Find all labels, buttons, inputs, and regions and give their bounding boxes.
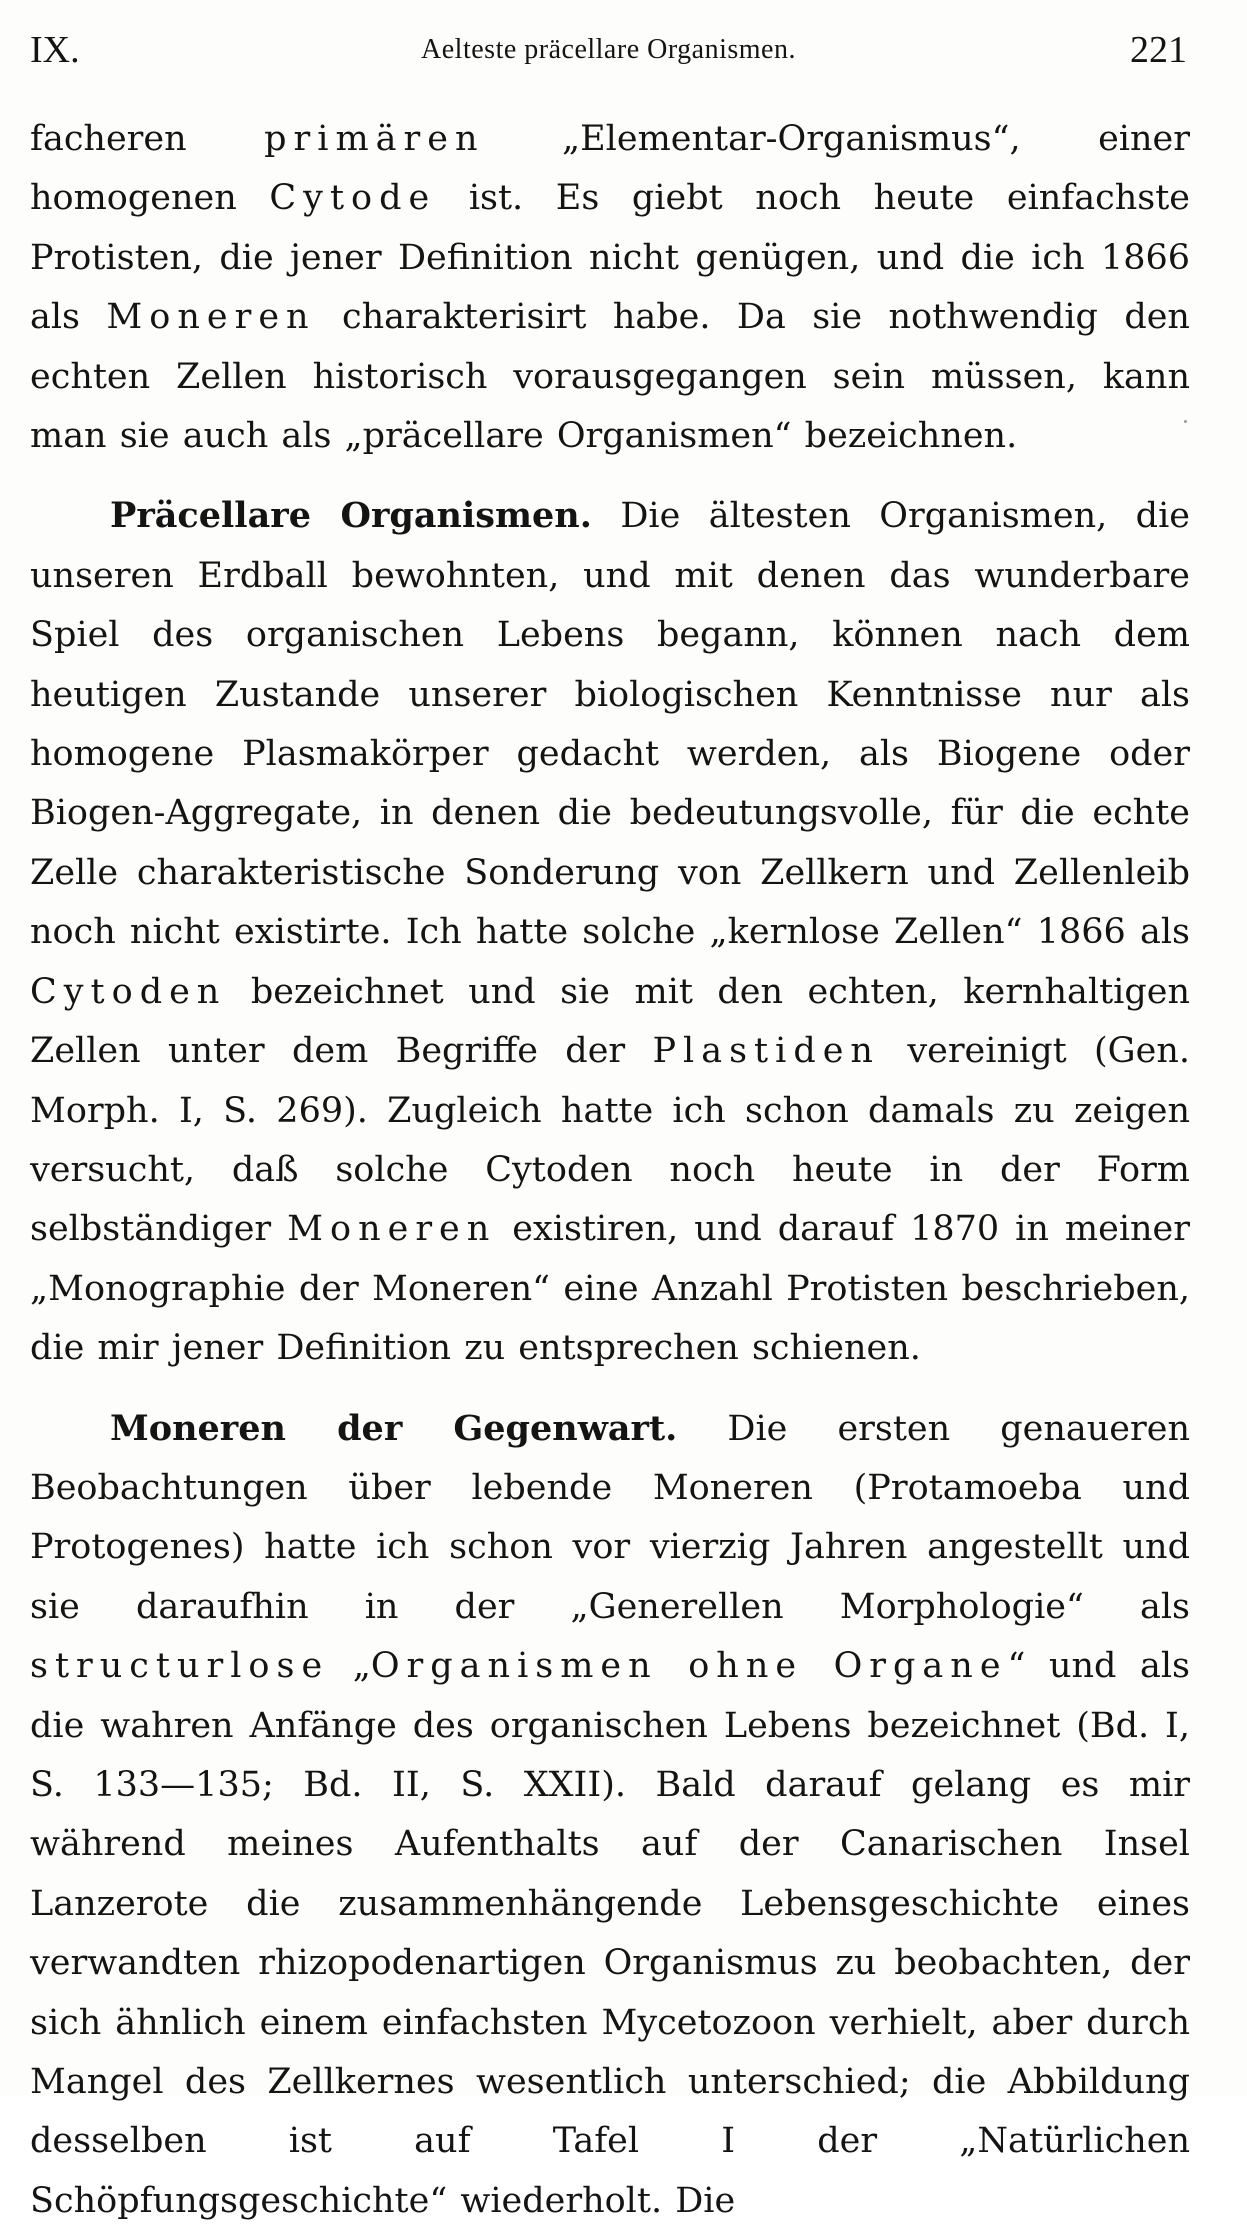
text-run: Die ersten genaueren Beobachtungen über lebende Moneren (Protamoeba und Protogenes) hatte ich schon vor vierzig Jahren angestellt und sie daraufhin in der „Generellen Morphologie“ als [30, 1408, 1191, 1627]
text-run: vereinigt (Gen. Morph. I, S. 269). Zugleich hatte ich schon damals zu zeigen versucht, daß solche Cytoden noch heute in der Form selbständiger [30, 1031, 1190, 1250]
emphasis-spaced: Moneren [106, 297, 316, 338]
running-title: Aelteste präcellare Organismen. [421, 34, 796, 65]
chapter-number: IX. [30, 29, 80, 71]
text-run: „Elementar-Organismus“, einer homogenen [30, 119, 1190, 219]
text-run: “ und als die wahren Anfänge des organischen Lebens bezeichnet (Bd. I, S. 133—135; Bd. II, S. XXII). Bald darauf gelang es mir während meines Aufenthalts auf der Canarischen Insel Lanzerote die zusammenhängende Lebensgeschichte eines verwandten rhizopodenartigen Organismus zu beobachten, der sich ähnlich einem einfachsten Mycetozoon verhielt, aber durch Mangel des Zellkernes wesentlich unterschied; die Abbildung desselben ist auf Tafel I der „Natürlichen Schöpfungsgeschichte“ wiederholt. Die [30, 1646, 1190, 2221]
emphasis-spaced: Moneren [287, 1209, 497, 1250]
text-run: charakterisirt habe. Da sie nothwendig den echten Zellen historisch vorausgegangen sein müssen, kann man sie auch als „präcellare Organismen“ bezeichnen. [30, 297, 1190, 457]
emphasis-spaced: structurlose [30, 1646, 330, 1687]
emphasis-spaced: Organismen ohne Organe [370, 1646, 1008, 1687]
page-number: 221 [1130, 29, 1187, 71]
emphasis-spaced: Cytoden [30, 971, 227, 1012]
text-run: Die ältesten Organismen, die unseren Erdball bewohnten, und mit denen das wunderbare Spiel des organischen Lebens begann, können nach dem heutigen Zustande unserer biologischen Kenntnisse nur als homogene Plasmakörper gedacht werden, als Biogene oder Biogen-Aggregate, in denen die bedeutungsvolle, für die echte Zelle charakteristische Sonderung von Zellkern und Zellenleib noch nicht existirte. Ich hatte solche „kernlose Zellen“ 1866 als [30, 496, 1190, 953]
paragraph-moneren [30, 1399, 1190, 2231]
body-text [30, 110, 1190, 2231]
emphasis-spaced: Cytode [269, 178, 437, 219]
paragraph-heading: Moneren der Gegenwart. [110, 1407, 678, 1449]
text-run: existiren, und darauf 1870 in meiner „Monographie der Moneren“ eine Anzahl Protisten beschrieben, die mir jener Definition zu entsprechen schienen. [30, 1209, 1190, 1369]
paragraph-praecellare [30, 486, 1190, 1378]
paragraph-continuation [30, 110, 1190, 466]
text-run: bezeichnet und sie mit den echten, kernhaltigen Zellen unter dem Begriffe der [30, 971, 1190, 1072]
running-head [30, 28, 1187, 78]
text-run: facheren [30, 119, 265, 159]
text-run: „ [329, 1646, 371, 1687]
paragraph-heading: Präcellare Organismen. [110, 495, 592, 537]
emphasis-spaced: Plastiden [652, 1031, 880, 1072]
paper-speck [1184, 420, 1187, 423]
emphasis-spaced: primären [264, 119, 485, 159]
text-run: ist. Es giebt noch heute einfachste Protisten, die jener Definition nicht genügen, und die ich 1866 als [30, 178, 1190, 338]
